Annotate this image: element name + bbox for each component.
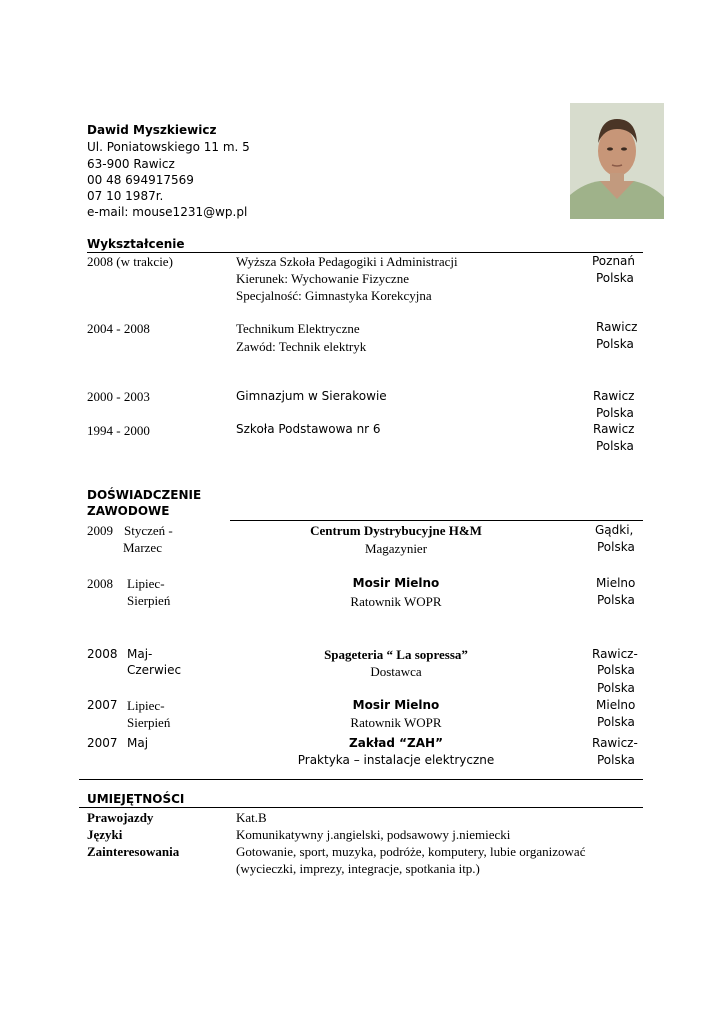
place-city: Rawicz: [593, 422, 635, 436]
school-detail: Specjalność: Gimnastyka Korekcyjna: [236, 288, 432, 303]
job-month-start: Lipiec-: [127, 698, 165, 713]
job-month-end: Sierpień: [127, 715, 171, 730]
job-year: 2008: [87, 576, 113, 591]
employer: Centrum Dystrybucyjne H&M: [310, 523, 482, 538]
skill-label: Języki: [87, 827, 123, 842]
experience-rule: [230, 520, 643, 521]
job-role: Magazynier: [364, 541, 428, 556]
employer: Spageteria “ La sopressa”: [324, 647, 468, 662]
school-name: Gimnazjum w Sierakowie: [236, 389, 387, 403]
place-country: Polska: [597, 753, 635, 767]
job-month-end: Marzec: [123, 540, 162, 555]
skill-label: Prawojazdy: [87, 810, 154, 825]
place-city: Mielno: [596, 698, 636, 712]
place-city: Poznań: [592, 254, 636, 268]
job-month-start: Styczeń -: [124, 523, 173, 538]
place-city: Rawicz: [593, 389, 635, 403]
place-country: Polska: [597, 663, 635, 677]
place-country: Polska: [596, 271, 634, 285]
school-detail: Zawód: Technik elektryk: [236, 339, 367, 354]
skills-top-rule: [79, 779, 643, 780]
job-year: 2007: [87, 736, 118, 750]
place-country: Polska: [596, 406, 634, 420]
name: Dawid Myszkiewicz: [87, 123, 217, 137]
employer: Zakład “ZAH”: [349, 736, 443, 750]
education-dates: 2008 (w trakcie): [87, 254, 173, 269]
place-country: Polska: [597, 715, 635, 729]
school-name: Technikum Elektryczne: [236, 321, 360, 336]
job-month-start: Maj: [127, 736, 149, 750]
place-country: Polska: [597, 540, 635, 554]
skills-rule: [79, 807, 643, 808]
birthdate: 07 10 1987r.: [87, 189, 164, 203]
job-role: Ratownik WOPR: [350, 715, 442, 730]
skill-value-continued: (wycieczki, imprezy, integracje, spotkania itp.): [236, 861, 480, 876]
job-month-start: Maj-: [127, 647, 153, 661]
experience-heading: DOŚWIADCZENIE: [87, 488, 202, 502]
school-name: Szkoła Podstawowa nr 6: [236, 422, 381, 436]
place-city: Mielno: [596, 576, 636, 590]
school-name: Wyższa Szkoła Pedagogiki i Administracji: [236, 254, 458, 269]
skill-label: Zainteresowania: [87, 844, 180, 859]
place-country: Polska: [597, 593, 635, 607]
job-year: 2009: [87, 523, 113, 538]
experience-heading-2: ZAWODOWE: [87, 504, 170, 518]
job-year: 2008: [87, 647, 118, 661]
education-dates: 1994 - 2000: [87, 423, 150, 438]
street: Ul. Poniatowskiego 11 m. 5: [87, 140, 250, 154]
place-city: Rawicz-: [592, 736, 638, 750]
place-city: Rawicz: [596, 320, 638, 334]
place-country: Polska: [596, 439, 634, 453]
place-country: Polska: [596, 337, 634, 351]
email: e-mail: mouse1231@wp.pl: [87, 205, 248, 219]
job-month-end: Sierpień: [127, 593, 171, 608]
skill-value: Gotowanie, sport, muzyka, podróże, komputery, lubie organizować: [236, 844, 586, 859]
place-city: Gądki,: [595, 523, 634, 537]
job-role: Ratownik WOPR: [350, 594, 442, 609]
job-month-start: Lipiec-: [127, 576, 165, 591]
city: 63-900 Rawicz: [87, 157, 175, 171]
job-year: 2007: [87, 698, 118, 712]
school-detail: Kierunek: Wychowanie Fizyczne: [236, 271, 409, 286]
skill-value: Kat.B: [236, 810, 267, 825]
skill-value: Komunikatywny j.angielski, podsawowy j.niemiecki: [236, 827, 511, 842]
employer: Mosir Mielno: [352, 576, 440, 590]
skills-heading: UMIEJĘTNOŚCI: [87, 792, 185, 806]
employer: Mosir Mielno: [352, 698, 440, 712]
job-role: Dostawca: [370, 664, 422, 679]
job-role: Praktyka – instalacje elektryczne: [297, 753, 495, 767]
phone: 00 48 694917569: [87, 173, 194, 187]
place-city: Rawicz-: [592, 647, 638, 661]
education-heading: Wykształcenie: [87, 237, 185, 251]
place-country: Polska: [597, 681, 635, 695]
education-dates: 2000 - 2003: [87, 389, 150, 404]
education-dates: 2004 - 2008: [87, 321, 150, 336]
portrait-icon: [570, 103, 664, 219]
job-month-end: Czerwiec: [127, 663, 182, 677]
portrait-photo: [570, 103, 664, 219]
